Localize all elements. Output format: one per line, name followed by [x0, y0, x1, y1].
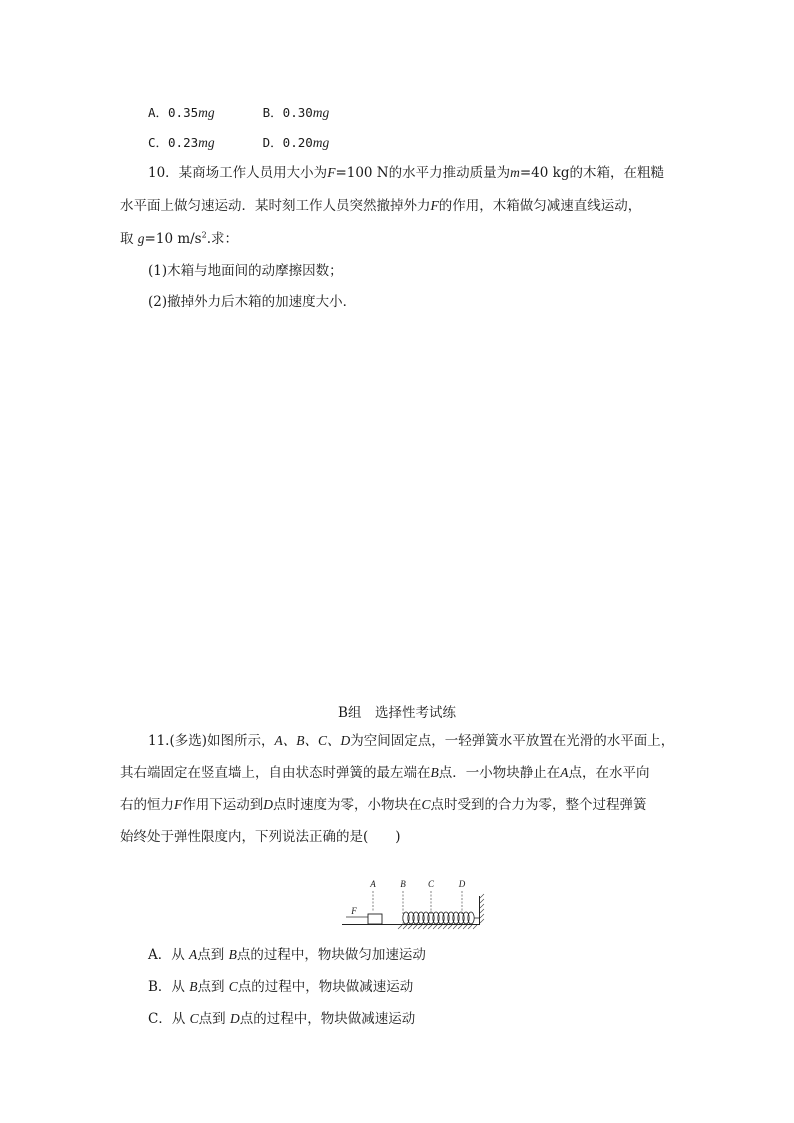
q9-option-d: D．0.20mg [262, 135, 330, 150]
q9-option-a: A．0.35mg [148, 105, 215, 120]
q11-option-b: B．从 B点到 C点的过程中，物块做减速运动 [148, 979, 414, 995]
q10-line3: 取 g=10 $m/s^2$.求： [120, 230, 238, 247]
q11-line2: 其右端固定在竖直墙上，自由状态时弹簧的最左端在B点．一小物块静止在A点，在水平向 [120, 765, 650, 781]
q11-option-c: C．从 C点到 D点的过程中，物块做减速运动 [148, 1011, 416, 1027]
q9-options-row2 [148, 134, 329, 152]
figure-label-a: A [370, 879, 376, 889]
q11-spring-diagram [340, 876, 490, 934]
q11-line3: 右的恒力F作用下运动到D点时速度为零，小物块在C点时受到的合力为零，整个过程弹簧 [120, 797, 647, 813]
figure-label-d: D [458, 879, 466, 889]
block [368, 914, 382, 924]
ground-hatch [398, 925, 477, 929]
q10-sub1: (1)木箱与地面间的动摩擦因数； [148, 263, 343, 279]
spring [403, 912, 479, 924]
figure-label-b: B [400, 879, 406, 889]
q10-line1: 10．某商场工作人员用大小为F=100 N的水平力推动质量为m=40 kg的木箱，在粗糙 [148, 165, 664, 181]
wall-hatch [480, 894, 484, 923]
q11-line1: 11.(多选)如图所示，A、B、C、D为空间固定点，一轻弹簧水平放置在光滑的水平面上， [148, 733, 675, 749]
figure-label-f: F [351, 906, 357, 916]
section-b-title: B组 选择性考试练 [338, 705, 456, 721]
q11-option-a: A．从 A点到 B点的过程中，物块做匀加速运动 [148, 947, 426, 963]
figure-label-c: C [427, 879, 435, 889]
q10-sub2: (2)撤掉外力后木箱的加速度大小． [148, 294, 357, 310]
q9-option-b: B．0.30mg [262, 105, 330, 120]
q9-option-c: C．0.23mg [148, 135, 215, 150]
q9-options-row1 [148, 104, 329, 122]
q10-line2: 水平面上做匀速运动．某时刻工作人员突然撤掉外力F的作用，木箱做匀减速直线运动， [120, 198, 642, 214]
q11-line4: 始终处于弹性限度内，下列说法正确的是( ) [120, 829, 401, 845]
